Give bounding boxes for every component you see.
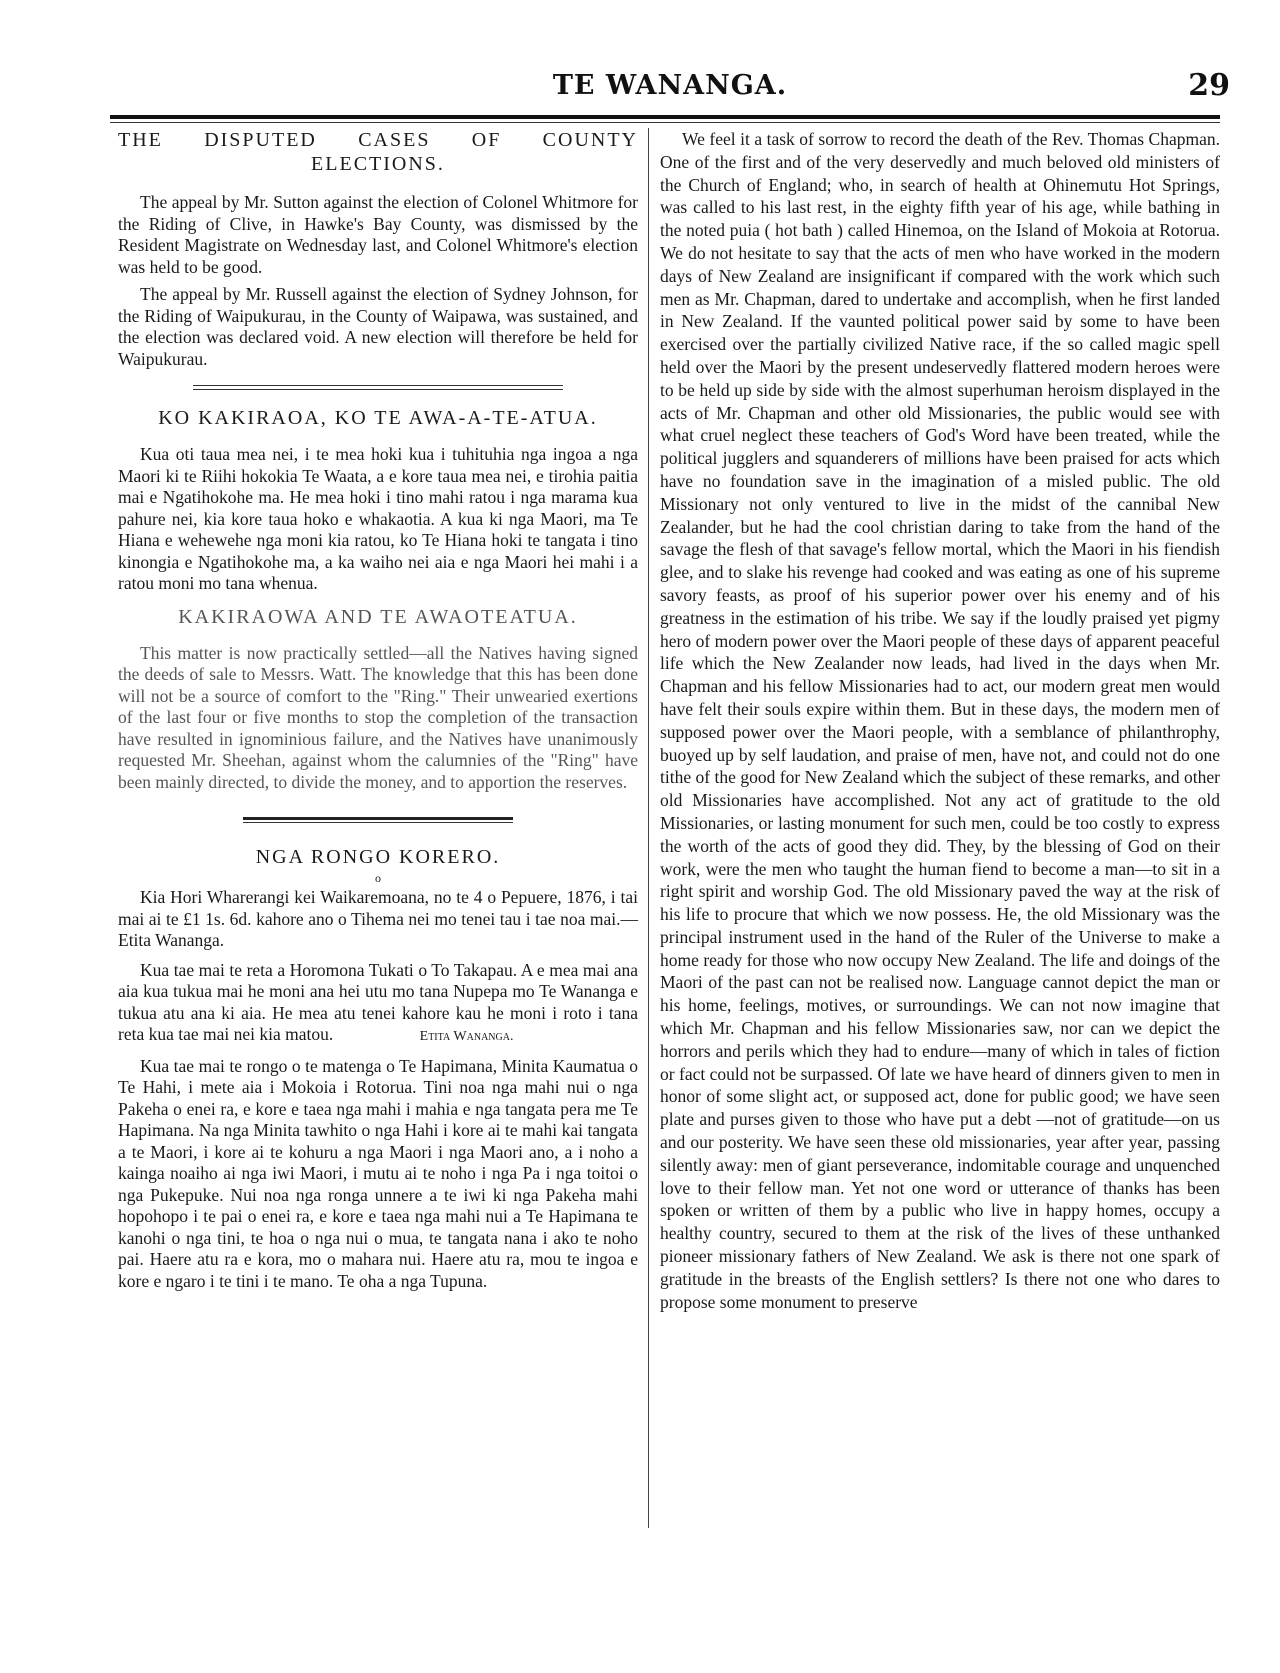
masthead-title: TE WANANGA. xyxy=(552,70,788,101)
article-paragraph: Kua tae mai te rongo o te matenga o Te Hapimana, Minita Kaumatua o Te Hahi, i mete aia i Mokoia i Rotorua. Tini noa nga mahi nui o nga Pakeha o enei ra, e kore e taea nga mahi i mahia e nga tangata pera me Te Hapimana. Na nga Minita tawhito o nga Hahi i kore ai te mahi kai tangata a te Maori, i kore ai te kohuru a nga Maori i nga Maori ano, a i noho a kainga noaiho ai nga iwi Maori, i mutu ai te noho i nga Pa i nga toitoi o nga Pukepuke. Nui noa nga ronga unnere a te iwi ki nga Pakeha mahi hopohopo i te pai o enei ra, e kore e taea nga mahi nui a Te Hapimana te kanohi o nga tini, te hoa o nga nui o mua, te tangata nana i ako te noho pai. Haere atu ra e kora, mo o mahara nui. Haere atu ra, mou te ingoa e kore e ngaro i te tini i te mano. Te oha a nga Tupuna. xyxy=(118,1055,638,1291)
section-separator xyxy=(193,382,563,394)
article-kakiraowa-english xyxy=(118,605,638,794)
editor-signature: Etita Wananga. xyxy=(419,1029,514,1044)
article-heading: NGA RONGO KORERO. xyxy=(255,846,501,868)
article-heading: THE DISPUTED CASES OF COUNTY ELECTIONS. xyxy=(118,129,638,175)
article-paragraph: This matter is now practically settled—all the Natives having signed the deeds of sale to Messrs. Watt. The knowledge that this has been done will not be a source of comfort to the "Ring." Their unwearied exertions of the last four or five months to stop the completion of the transaction have resulted in ignominious failure, and the Natives have unanimously requested Mr. Sheehan, against whom the calumnies of the "Ring" have been mainly directed, to divide the money, and to apportion the reserves. xyxy=(118,642,638,792)
section-separator xyxy=(243,815,513,827)
column-divider xyxy=(648,128,649,1528)
article-paragraph: The appeal by Mr. Russell against the election of Sydney Johnson, for the Riding of Waipukurau, in the County of Waipawa, was sustained, and the election was declared void. A new election will therefore be held for Waipukurau. xyxy=(118,284,638,369)
article-kakiraoa-maori xyxy=(118,406,638,595)
header-rule xyxy=(110,115,1220,119)
page-header xyxy=(110,70,1230,110)
paragraph-text: Kua tae mai te reta a Horomona Tukati o To Takapau. A e mea mai ana aia kua tukua mai he moni ana hei utu mo tana Nupepa mo Te Wananga e tukua atu ana ki aia. He mea atu tenei kahore kau he moni i roto i tana reta kua tae mai nei kia matou. xyxy=(118,959,638,1044)
right-column xyxy=(660,128,1220,1313)
page-number: 29 xyxy=(1188,68,1230,103)
article-paragraph: The appeal by Mr. Sutton against the election of Colonel Whitmore for the Riding of Clive, in Hawke's Bay County, was dismissed by the Resident Magistrate on Wednesday last, and Colonel Whitmore's election was held to be good. xyxy=(118,192,638,277)
article-heading: KO KAKIRAOA, KO TE AWA-A-TE-ATUA. xyxy=(158,407,598,429)
obituary-article: We feel it a task of sorrow to record the death of the Rev. Thomas Chapman. One of the first and of the very deservedly and much beloved old ministers of the Church of England; who, in search of health at Ohinemutu Hot Springs, was called to his last rest, in the eighty fifth year of his age, while bathing in the noted puia ( hot bath ) called Hinemoa, on the Island of Mokoia at Rotorua. We do not hesitate to say that the acts of men who have worked in the modern days of New Zealand are insignificant if compared with the work which such men as Mr. Chapman, dared to undertake and accomplish, when he first landed in New Zealand. If the vaunted political power said by some to have been exercised over the partially civilized Native race, if the so called magic spell held over the Maori by the present undeservedly flattered modern heroes were to be held up side by side with the almost superhuman heroism displayed in the acts of Mr. Chapman and other old Missionaries, the public would see with what cruel neglect these teachers of God's Word have been treated, while the political jugglers and squanderers of millions have been praised for acts which have no foundation save in the imagination of a misled public. The old Missionary not only ventured to live in the midst of the cannibal New Zealander, but he had the cool christian daring to take from the hand of the savage the flesh of that savage's fellow mortal, which the Maori in his fiendish glee, and to slake his revenge had cooked and was eating as one of his supreme savory feasts, as proof of his superior power over his enemy and of his greatness in the estimation of his tribe. We say if the loudly praised yet pigmy hero of modern power over the Maori people of these days of apparent peaceful life which the New Zealander now leads, had lived in the days when Mr. Chapman and his fellow Missionaries had to act, our modern great men would have felt their souls expire within them. But in these days, the modern men of supposed power over the Maori people, with a semblance of philanthrophy, buoyed up by self laudation, and praise of men, have not, and could not do one tithe of the good for New Zealand which the subject of these remarks, and other old Missionaries have accomplished. Not any act of gratitude to the old Missionaries, or lasting monument for such men, could be too costly to express the worth of the acts of good they did. They, by the blessing of God on their work, were the men who taught the human fiend to become a man—to sit in a right spirit and worship God. The old Missionary paved the way at the risk of his life to procure that which we now possess. He, the old Missionary was the principal instrument used in the hand of the Ruler of the Universe to make a home ready for those who now occupy New Zealand. The life and doings of the Maori of the past can not be realised now. Language cannot depict the man or his home, feelings, motives, or surroundings. We can not now imagine that which Mr. Chapman and his fellow Missionaries saw, nor can we depict the horrors and perils which they had to endure—many of which in tales of fiction or fact could not be surpassed. Of late we have heard of dinners given to men in honor of some slight act, or supposed act, done for public good; we have seen plate and purses given to those who have put a debt —not of gratitude—on us and our posterity. We have seen these old missionaries, year after year, passing silently away: men of giant perseverance, indomitable courage and unquenched love to their fellow man. Yet not one word or utterance of thanks has been spoken or written of them by a public who live in happy homes, occupy a healthy country, secured to them at the risk of the lives of these unthanked pioneer missionary fathers of New Zealand. We ask is there not one spark of gratitude in the breasts of the English settlers? Is there not one who dares to propose some monument to preserve xyxy=(660,129,1220,1312)
article-paragraph: Kia Hori Wharerangi kei Waikaremoana, no te 4 o Pepuere, 1876, i tai mai ai te £1 1s. 6d. kahore ano o Tihema nei mo tenei tau i tae noa mai.—Etita Wananga. xyxy=(118,887,638,950)
left-column xyxy=(118,128,638,1292)
article-paragraph xyxy=(118,960,638,1048)
header-rule-thin xyxy=(110,122,1220,123)
article-paragraph: Kua oti taua mea nei, i te mea hoki kua i tuhituhia nga ingoa a nga Maori ki te Riihi hokokia Te Waata, a e kore taua mea nei, e tirohia paitia mai e Ngatihokohe ma. He mea hoki i tino mahi ratou i nga marama kua pahure nei, kia kore taua hoko e whakaotia. A kua ki nga Maori, ma Te Hiana e wehewehe nga moni kia ratou, ko Te Hiana hoki te tangata i tino kinongia e Ngatihokohe ma, a ka waiho nei aia e nga Maori hei mahi i a ratou moni mo tana whenua. xyxy=(118,444,638,593)
article-heading: KAKIRAOWA AND TE AWAOTEATUA. xyxy=(178,605,578,628)
article-nga-rongo-korero xyxy=(118,845,638,1292)
article-disputed-elections xyxy=(118,128,638,370)
ornament-separator: o xyxy=(375,871,381,885)
